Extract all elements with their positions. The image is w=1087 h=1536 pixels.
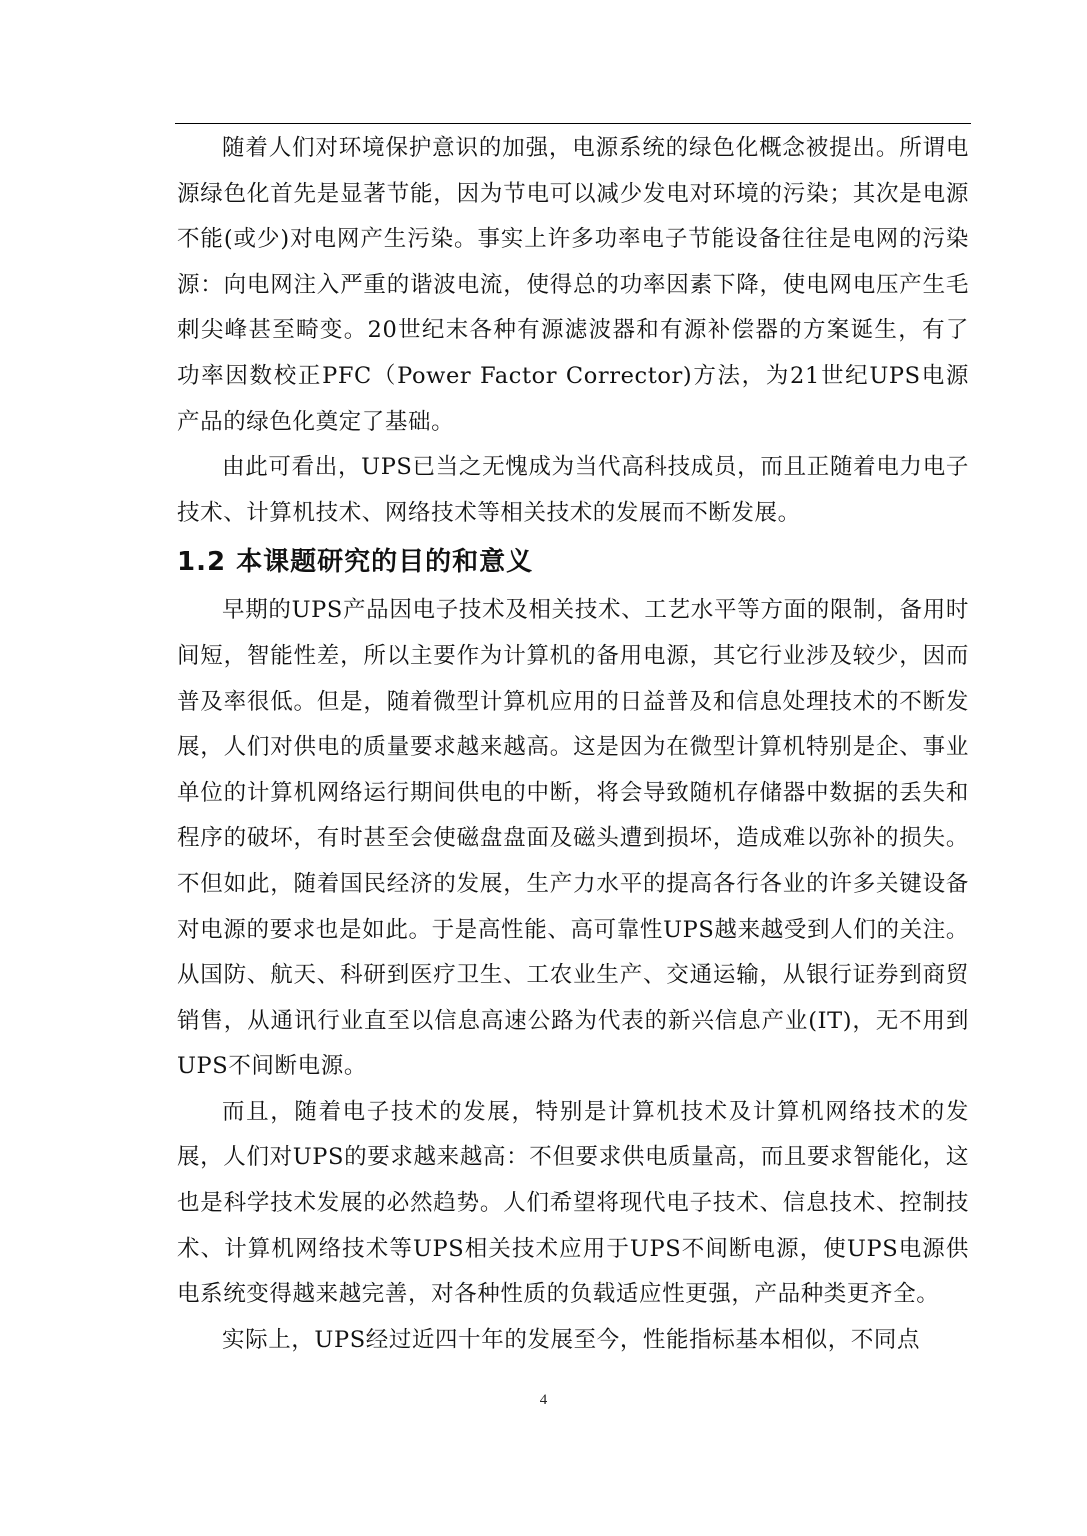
paragraph-ups-requirements: 而且，随着电子技术的发展，特别是计算机技术及计算机网络技术的发展，人们对UPS的要求越来越高：不但要求供电质量高，而且要求智能化，这也是科学技术发展的必然趋势。人们希望将现代电子技术、信息技术、控制技术、计算机网络技术等UPS相关技术应用于UPS不间断电源，使UPS电源供电系统变得越来越完善，对各种性质的负载适应性更强，产品种类更齐全。: [177, 1098, 969, 1308]
section-heading: 1.2 本课题研究的目的和意义: [177, 547, 534, 578]
page-number: 4: [539, 1392, 548, 1408]
paragraph-ups-performance: 实际上，UPS经过近四十年的发展至今，性能指标基本相似，不同点: [222, 1326, 921, 1353]
header-rule: [175, 123, 971, 124]
paragraph-ups-development: 由此可看出，UPS已当之无愧成为当代高科技成员，而且正随着电力电子技术、计算机技术、网络技术等相关技术的发展而不断发展。: [177, 454, 969, 526]
paragraph-early-ups: 早期的UPS产品因电子技术及相关技术、工艺水平等方面的限制，备用时间短，智能性差，所以主要作为计算机的备用电源，其它行业涉及较少，因而普及率很低。但是，随着微型计算机应用的日益普及和信息处理技术的不断发展，人们对供电的质量要求越来越高。这是因为在微型计算机特别是企、事业单位的计算机网络运行期间供电的中断，将会导致随机存储器中数据的丢失和程序的破坏，有时甚至会使磁盘盘面及磁头遭到损坏，造成难以弥补的损失。不但如此，随着国民经济的发展，生产力水平的提高各行各业的许多关键设备对电源的要求也是如此。于是高性能、高可靠性UPS越来越受到人们的关注。从国防、航天、科研到医疗卫生、工农业生产、交通运输，从银行证券到商贸销售，从通讯行业直至以信息高速公路为代表的新兴信息产业(IT)，无不用到UPS不间断电源。: [177, 597, 969, 1080]
page-body: [177, 126, 969, 1363]
paragraph-green-power: 随着人们对环境保护意识的加强，电源系统的绿色化概念被提出。所谓电源绿色化首先是显著节能，因为节电可以减少发电对环境的污染；其次是电源不能(或少)对电网产生污染。事实上许多功率电子节能设备往往是电网的污染源：向电网注入严重的谐波电流，使得总的功率因素下降，使电网电压产生毛刺尖峰甚至畸变。20世纪末各种有源滤波器和有源补偿器的方案诞生，有了功率因数校正PFC（Power Factor Corrector)方法，为21世纪UPS电源产品的绿色化奠定了基础。: [177, 135, 969, 435]
